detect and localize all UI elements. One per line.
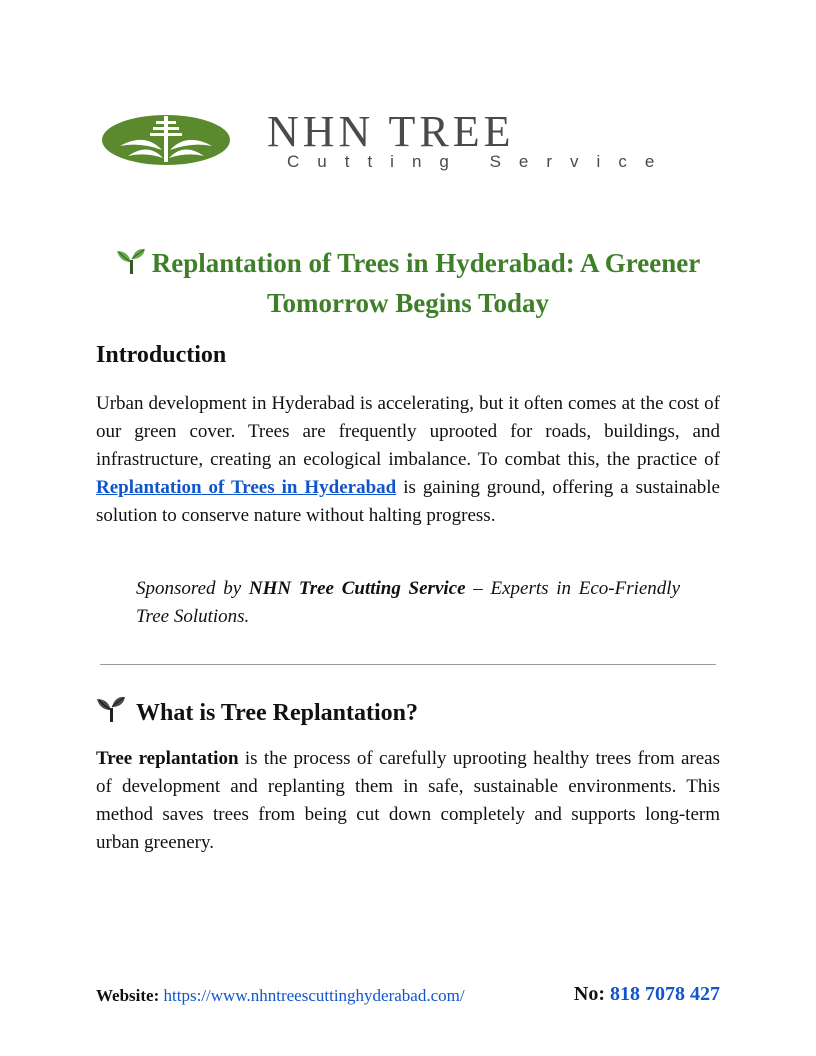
section-divider bbox=[100, 664, 716, 665]
what-is-heading-text: What is Tree Replantation? bbox=[136, 700, 419, 726]
introduction-paragraph bbox=[96, 390, 720, 530]
sponsor-note bbox=[136, 575, 680, 631]
sponsor-suffix: – Experts in Eco-Friendly Tree Solutions. bbox=[136, 578, 681, 627]
website-link[interactable]: https://www.nhntreescuttinghyderabad.com/ bbox=[163, 986, 465, 1005]
sponsor-prefix: Sponsored by bbox=[136, 578, 249, 599]
what-is-paragraph bbox=[96, 745, 720, 857]
what-is-bold-lead: Tree replantation bbox=[96, 748, 239, 769]
website-label: Website: bbox=[96, 986, 160, 1005]
company-logo bbox=[100, 107, 700, 176]
footer bbox=[96, 982, 720, 1006]
footer-phone bbox=[574, 983, 720, 1006]
intro-text-before: Urban development in Hyderabad is accelerating, but it often comes at the cost of our green cover. Trees are frequently uprooted for roads, buildings, and infrastructure, creating an ecological imbalance. To combat this, the practice of bbox=[96, 393, 720, 470]
logo-name: NHN TREE bbox=[267, 107, 515, 156]
replantation-link[interactable]: Replantation of Trees in Hyderabad bbox=[96, 477, 397, 498]
introduction-heading: Introduction bbox=[96, 342, 227, 368]
logo-tagline: Cutting Service bbox=[287, 152, 673, 171]
title-text: Replantation of Trees in Hyderabad: A Greener Tomorrow Begins Today bbox=[151, 248, 701, 318]
what-is-heading bbox=[96, 696, 418, 730]
phone-label: No: bbox=[573, 983, 605, 1005]
phone-number[interactable]: 818 7078 427 bbox=[610, 983, 720, 1005]
sponsor-company: NHN Tree Cutting Service bbox=[248, 578, 466, 599]
intro-text-after: is gaining ground, offering a sustainable solution to conserve nature without halting progress. bbox=[96, 477, 720, 526]
footer-website bbox=[96, 986, 465, 1006]
seedling-icon bbox=[116, 246, 146, 284]
tree-emblem-icon bbox=[100, 112, 236, 172]
what-is-text: is the process of carefully uprooting healthy trees from areas of development and replanting them in safe, sustainable environments. This method saves trees from being cut down completely and supports long-term urban greenery. bbox=[96, 748, 721, 853]
page-title bbox=[96, 244, 720, 322]
seedling-icon bbox=[96, 696, 126, 730]
